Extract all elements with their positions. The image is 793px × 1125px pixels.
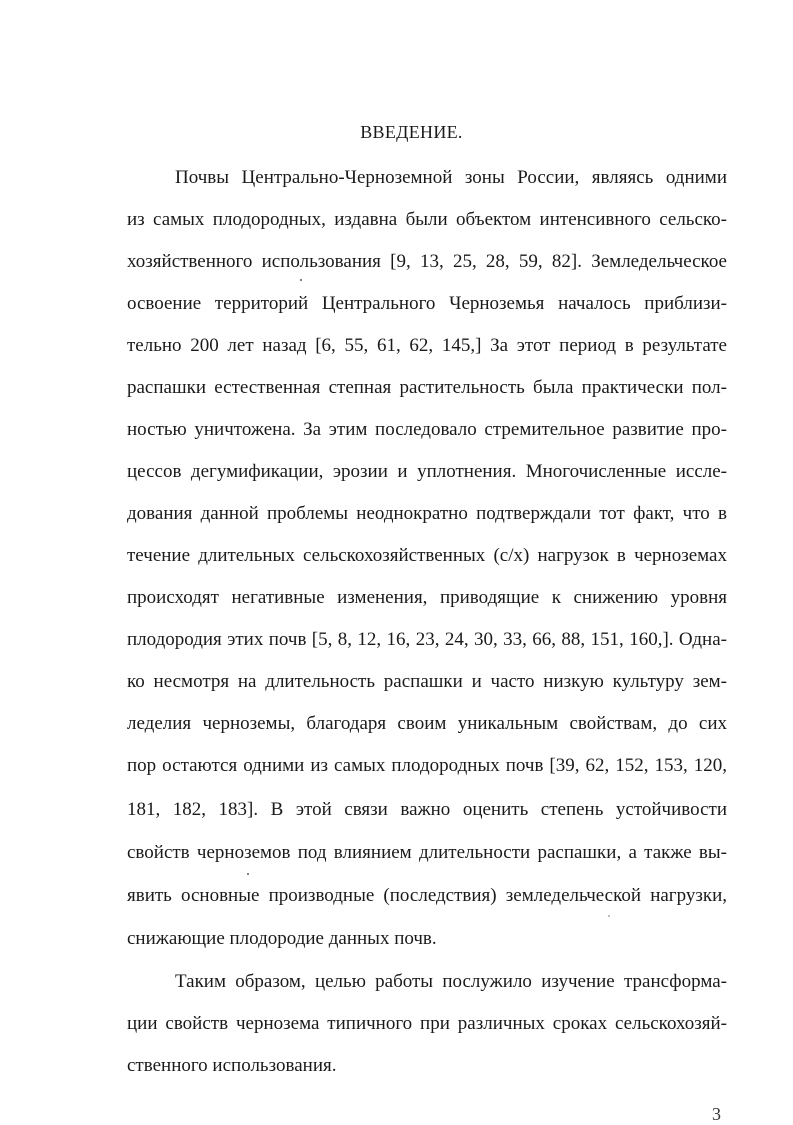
text-line: Таким образом, целью работы послужило изучение трансформа- <box>175 971 727 992</box>
text-line: пор остаются одними из самых плодородных почв [39, 62, 152, 153, 120, <box>127 755 727 776</box>
page-number: 3 <box>712 1104 721 1124</box>
scan-speck <box>608 915 610 917</box>
text-line: леделия черноземы, благодаря своим уникальным свойствам, до сих <box>127 713 727 734</box>
text-line: из самых плодородных, издавна были объектом интенсивного сельско- <box>127 209 727 230</box>
text-line: тельно 200 лет назад [6, 55, 61, 62, 145,] За этот период в результате <box>127 335 727 356</box>
text-line: свойств черноземов под влиянием длительности распашки, а также вы- <box>127 842 727 863</box>
text-line: ностью уничтожена. За этим последовало стремительное развитие про- <box>127 419 727 440</box>
text-line: течение длительных сельскохозяйственных (с/х) нагрузок в черноземах <box>127 545 727 566</box>
text-line: 181, 182, 183]. В этой связи важно оценить степень устойчивости <box>127 799 727 820</box>
text-line: явить основные производные (последствия) земледельческой нагрузки, <box>127 885 727 906</box>
scan-speck <box>247 873 249 875</box>
text-line: происходят негативные изменения, приводящие к снижению уровня <box>127 587 727 608</box>
text-line: хозяйственного использования [9, 13, 25, 28, 59, 82]. Земледельческое <box>127 251 727 272</box>
text-line: ственного использования. <box>127 1055 337 1076</box>
text-line: плодородия этих почв [5, 8, 12, 16, 23, 24, 30, 33, 66, 88, 151, 160,]. Одна- <box>127 629 727 650</box>
text-line: снижающие плодородие данных почв. <box>127 928 437 949</box>
page-title: ВВЕДЕНИЕ. <box>360 122 463 142</box>
text-line: распашки естественная степная растительность была практически пол- <box>127 377 727 398</box>
text-line: дования данной проблемы неоднократно подтверждали тот факт, что в <box>127 503 727 524</box>
text-line: ции свойств чернозема типичного при различных сроках сельскохозяй- <box>127 1013 727 1034</box>
text-line: ко несмотря на длительность распашки и часто низкую культуру зем- <box>127 671 727 692</box>
scan-speck <box>300 279 302 281</box>
text-line: цессов дегумификации, эрозии и уплотнения. Многочисленные иссле- <box>127 461 727 482</box>
text-line: освоение территорий Центрального Черноземья началось приблизи- <box>127 293 727 314</box>
text-line: Почвы Центрально-Черноземной зоны России, являясь одними <box>175 167 727 188</box>
